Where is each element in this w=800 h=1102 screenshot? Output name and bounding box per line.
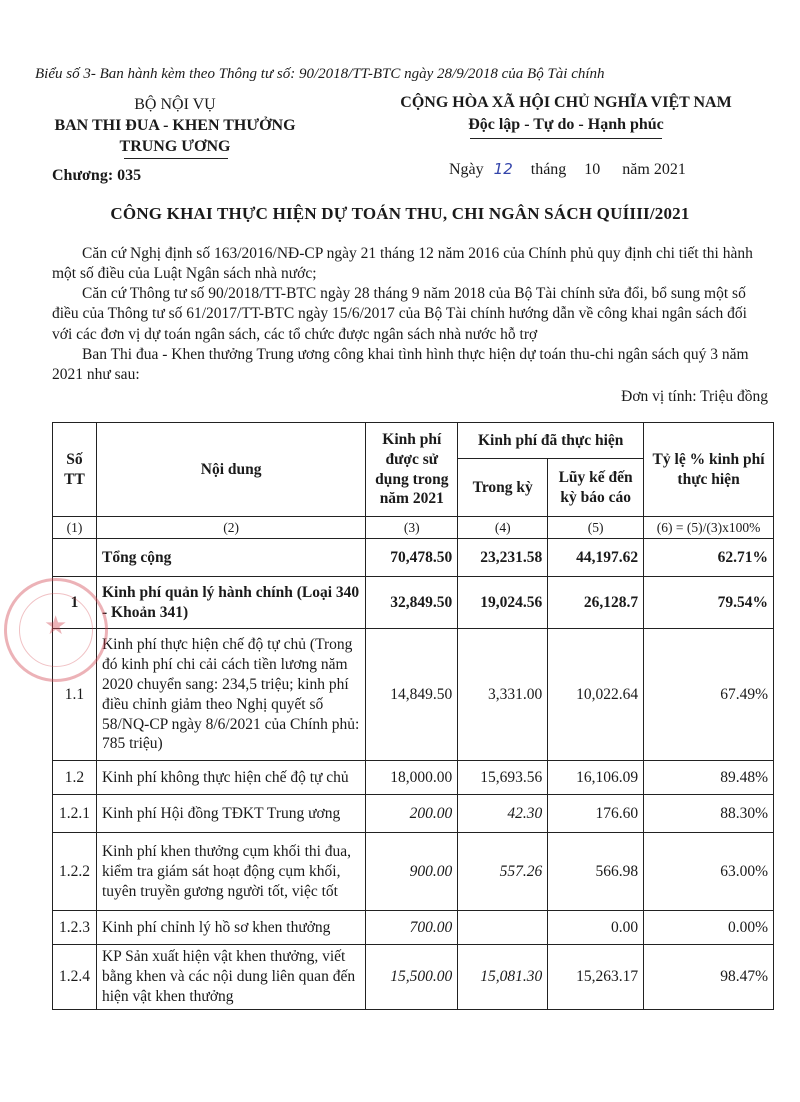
cell-stt: 1: [53, 577, 97, 629]
document-title: CÔNG KHAI THỰC HIỆN DỰ TOÁN THU, CHI NGÂN SÁCH QUÍIII/2021: [110, 204, 690, 223]
cell-cumulative: 44,197.62: [548, 539, 644, 577]
header-ratio: Tỷ lệ % kinh phí thực hiện: [644, 423, 774, 517]
cell-ratio: 0.00%: [644, 911, 774, 945]
unit-note: Đơn vị tính: Triệu đồng: [621, 388, 768, 405]
form-note: Biểu số 3- Ban hành kèm theo Thông tư số: 90/2018/TT-BTC ngày 28/9/2018 của Bộ Tài chính: [35, 66, 605, 82]
cell-budget: 32,849.50: [366, 577, 458, 629]
index-cell: (4): [458, 517, 548, 539]
cell-budget: 18,000.00: [366, 761, 458, 795]
cell-budget: 14,849.50: [366, 629, 458, 761]
legal-basis-2: Căn cứ Thông tư số 90/2018/TT-BTC ngày 28 tháng 9 năm 2018 của Bộ Tài chính sửa đổi, bổ sung một số điều của Thông tư số 61/2017/TT-BTC ngày 15/6/2017 của Bộ Tài chính hướng dẫn về công khai ngân sách đối với các đơn vị dự toán ngân sách, các tổ chức được ngân sách nhà nước hỗ trợ: [52, 285, 747, 343]
official-seal-icon: ★: [4, 578, 108, 682]
chapter-code: Chương: 035: [52, 167, 142, 184]
agency-name-line1: BAN THI ĐUA - KHEN THƯỞNG: [54, 117, 296, 134]
cell-ratio: 89.48%: [644, 761, 774, 795]
date-month-label: tháng: [530, 161, 567, 178]
body-text: [52, 244, 768, 385]
cell-period: 15,081.30: [458, 945, 548, 1009]
cell-stt: 1.2.3: [53, 911, 97, 945]
cell-period: 557.26: [458, 833, 548, 911]
cell-budget: 200.00: [366, 795, 458, 833]
cell-ratio: 67.49%: [644, 629, 774, 761]
cell-content: Kinh phí quản lý hành chính (Loại 340 - Khoản 341): [96, 577, 365, 629]
announcement-intro: Ban Thi đua - Khen thưởng Trung ương công khai tình hình thực hiện dự toán thu-chi ngân sách quý 3 năm 2021 như sau:: [52, 345, 749, 383]
table-row: [53, 539, 774, 577]
header-stt: Số TT: [53, 423, 97, 517]
table-row: [53, 945, 774, 1009]
cell-stt: 1.2.1: [53, 795, 97, 833]
cell-cumulative: 0.00: [548, 911, 644, 945]
date-day-label: Ngày: [449, 161, 484, 178]
cell-stt: [53, 539, 97, 577]
index-cell: (2): [96, 517, 365, 539]
cell-stt: 1.1: [53, 629, 97, 761]
table-row: [53, 629, 774, 761]
cell-cumulative: 176.60: [548, 795, 644, 833]
index-cell: (1): [53, 517, 97, 539]
cell-period: 23,231.58: [458, 539, 548, 577]
cell-cumulative: 10,022.64: [548, 629, 644, 761]
cell-period: 15,693.56: [458, 761, 548, 795]
header-realized: Kinh phí đã thực hiện: [458, 423, 644, 459]
cell-budget: 15,500.00: [366, 945, 458, 1009]
index-cell: (6) = (5)/(3)x100%: [644, 517, 774, 539]
cell-stt: 1.2: [53, 761, 97, 795]
table-row: [53, 577, 774, 629]
cell-content: Kinh phí chỉnh lý hồ sơ khen thưởng: [96, 911, 365, 945]
national-motto: Độc lập - Tự do - Hạnh phúc: [468, 116, 664, 133]
cell-content: Kinh phí thực hiện chế độ tự chủ (Trong đó kinh phí chi cải cách tiền lương năm 2020 chuyển sang: 234,5 triệu; kinh phí điều chỉnh giảm theo Nghị quyết số 58/NQ-CP ngày 8/6/2021 của Chính phủ: 785 triệu): [96, 629, 365, 761]
date-month: 10: [584, 161, 601, 178]
cell-ratio: 63.00%: [644, 833, 774, 911]
date-year: năm 2021: [622, 161, 686, 178]
cell-content: KP Sản xuất hiện vật khen thưởng, viết bằng khen và các nội dung liên quan đến hiện vật khen thưởng: [96, 945, 365, 1009]
legal-basis-1: Căn cứ Nghị định số 163/2016/NĐ-CP ngày 21 tháng 12 năm 2016 của Chính phủ quy định chi tiết thi hành một số điều của Luật Ngân sách nhà nước;: [52, 245, 753, 283]
header-cumulative: Lũy kế đến kỳ báo cáo: [548, 459, 644, 517]
header-period: Trong kỳ: [458, 459, 548, 517]
cell-budget: 70,478.50: [366, 539, 458, 577]
cell-cumulative: 16,106.09: [548, 761, 644, 795]
cell-stt: 1.2.2: [53, 833, 97, 911]
table-row: [53, 761, 774, 795]
cell-ratio: 88.30%: [644, 795, 774, 833]
header-budget: Kinh phí được sử dụng trong năm 2021: [366, 423, 458, 517]
cell-period: 3,331.00: [458, 629, 548, 761]
cell-content: Kinh phí không thực hiện chế độ tự chủ: [96, 761, 365, 795]
country-name: CỘNG HÒA XÃ HỘI CHỦ NGHĨA VIỆT NAM: [400, 94, 732, 111]
cell-ratio: 79.54%: [644, 577, 774, 629]
header-content: Nội dung: [96, 423, 365, 517]
cell-content: Tổng cộng: [96, 539, 365, 577]
date-day: 12: [493, 160, 513, 178]
issue-date: [449, 160, 686, 179]
budget-table: [52, 422, 774, 1010]
cell-cumulative: 566.98: [548, 833, 644, 911]
index-cell: (3): [366, 517, 458, 539]
table-row: [53, 833, 774, 911]
cell-budget: 900.00: [366, 833, 458, 911]
cell-stt: 1.2.4: [53, 945, 97, 1009]
index-cell: (5): [548, 517, 644, 539]
cell-ratio: 98.47%: [644, 945, 774, 1009]
ministry-name: BỘ NỘI VỤ: [134, 96, 216, 113]
table-row: [53, 795, 774, 833]
cell-period: 42.30: [458, 795, 548, 833]
header-underline-right: [470, 138, 662, 139]
cell-content: Kinh phí Hội đồng TĐKT Trung ương: [96, 795, 365, 833]
table-row: [53, 911, 774, 945]
header-underline-left: [124, 158, 228, 159]
cell-budget: 700.00: [366, 911, 458, 945]
cell-period: [458, 911, 548, 945]
cell-content: Kinh phí khen thưởng cụm khối thi đua, kiểm tra giám sát hoạt động cụm khối, tuyên truyền gương người tốt, việc tốt: [96, 833, 365, 911]
cell-ratio: 62.71%: [644, 539, 774, 577]
cell-period: 19,024.56: [458, 577, 548, 629]
cell-cumulative: 15,263.17: [548, 945, 644, 1009]
cell-cumulative: 26,128.7: [548, 577, 644, 629]
agency-name-line2: TRUNG ƯƠNG: [119, 138, 231, 155]
